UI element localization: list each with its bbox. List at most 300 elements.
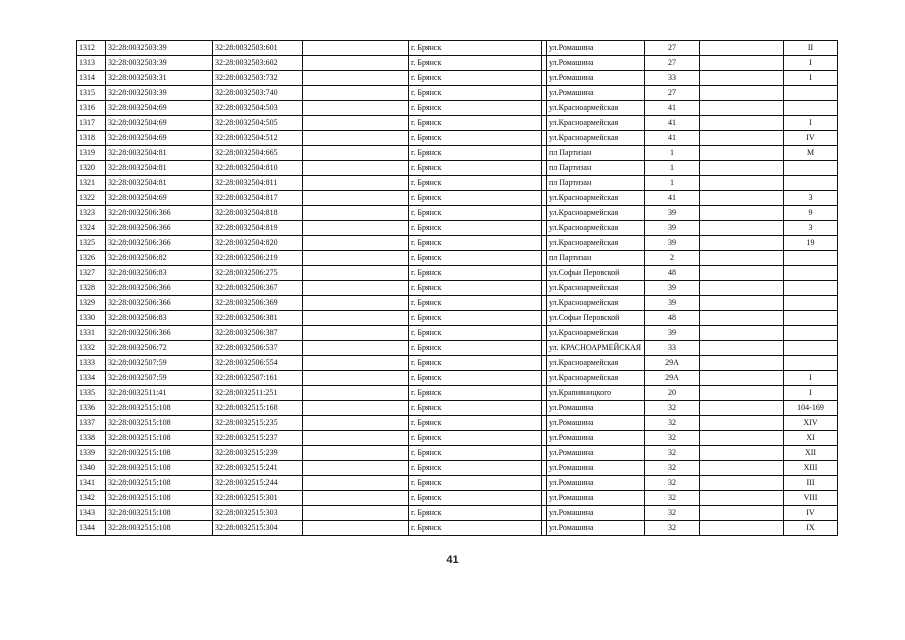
row-number-cell: 1330 [77,311,106,326]
table-row [77,221,838,236]
parent-cadastral-number-cell: 32:28:0032504:69 [106,116,213,131]
city-cell: г. Брянск [409,491,542,506]
row-number-cell: 1315 [77,86,106,101]
row-number-cell: 1316 [77,101,106,116]
street-cell: ул.Ромашина [547,491,645,506]
city-cell: г. Брянск [409,521,542,536]
parent-cadastral-number-cell: 32:28:0032506:366 [106,236,213,251]
parent-cadastral-number-cell: 32:28:0032506:83 [106,311,213,326]
empty-cell [700,266,784,281]
parent-cadastral-number-cell: 32:28:0032504:69 [106,191,213,206]
premise-number-cell: I [784,116,838,131]
premise-number-cell [784,161,838,176]
premise-number-cell [784,101,838,116]
cadastral-number-cell: 32:28:0032504:820 [213,236,303,251]
street-cell: ул.Ромашина [547,416,645,431]
cadastral-number-cell: 32:28:0032515:244 [213,476,303,491]
row-number-cell: 1313 [77,56,106,71]
empty-cell [700,341,784,356]
house-number-cell: 32 [645,521,700,536]
street-cell: ул.Ромашина [547,476,645,491]
empty-cell [303,476,409,491]
empty-cell [700,131,784,146]
empty-cell [303,146,409,161]
parent-cadastral-number-cell: 32:28:0032515:108 [106,521,213,536]
table-row [77,146,838,161]
parent-cadastral-number-cell: 32:28:0032515:108 [106,446,213,461]
house-number-cell: 39 [645,326,700,341]
row-number-cell: 1342 [77,491,106,506]
street-cell: ул.Ромашина [547,401,645,416]
table-row [77,176,838,191]
cadastral-number-cell: 32:28:0032511:251 [213,386,303,401]
empty-cell [303,236,409,251]
empty-cell [700,236,784,251]
table-row [77,371,838,386]
cadastral-number-cell: 32:28:0032503:740 [213,86,303,101]
table-body [77,41,838,536]
cadastral-number-cell: 32:28:0032504:512 [213,131,303,146]
row-number-cell: 1321 [77,176,106,191]
street-cell: ул.Ромашина [547,86,645,101]
street-cell: ул.Красноармейская [547,206,645,221]
house-number-cell: 27 [645,41,700,56]
empty-cell [700,326,784,341]
cadastral-number-cell: 32:28:0032507:161 [213,371,303,386]
street-cell: ул.Ромашина [547,431,645,446]
table-row [77,311,838,326]
house-number-cell: 41 [645,131,700,146]
cadastral-number-cell: 32:28:0032515:304 [213,521,303,536]
table-row [77,491,838,506]
city-cell: г. Брянск [409,176,542,191]
street-cell: ул.Софьи Перовской [547,266,645,281]
parent-cadastral-number-cell: 32:28:0032506:366 [106,221,213,236]
empty-cell [700,416,784,431]
city-cell: г. Брянск [409,161,542,176]
cadastral-number-cell: 32:28:0032515:239 [213,446,303,461]
empty-cell [700,371,784,386]
empty-cell [700,506,784,521]
empty-cell [303,161,409,176]
row-number-cell: 1336 [77,401,106,416]
street-cell: ул.Ромашина [547,521,645,536]
house-number-cell: 29А [645,356,700,371]
table-row [77,356,838,371]
table-row [77,116,838,131]
empty-cell [303,221,409,236]
empty-cell [700,356,784,371]
house-number-cell: 32 [645,476,700,491]
house-number-cell: 20 [645,386,700,401]
row-number-cell: 1327 [77,266,106,281]
empty-cell [303,191,409,206]
house-number-cell: 39 [645,206,700,221]
empty-cell [303,71,409,86]
empty-cell [700,221,784,236]
empty-cell [303,461,409,476]
empty-cell [303,266,409,281]
parent-cadastral-number-cell: 32:28:0032511:41 [106,386,213,401]
cadastral-register-table [76,40,838,536]
house-number-cell: 32 [645,491,700,506]
cadastral-number-cell: 32:28:0032506:367 [213,281,303,296]
street-cell: ул. КРАСНОАРМЕЙСКАЯ [547,341,645,356]
house-number-cell: 39 [645,221,700,236]
street-cell: ул.Красноармейская [547,371,645,386]
house-number-cell: 39 [645,296,700,311]
premise-number-cell [784,326,838,341]
parent-cadastral-number-cell: 32:28:0032504:69 [106,101,213,116]
row-number-cell: 1325 [77,236,106,251]
cadastral-number-cell: 32:28:0032515:241 [213,461,303,476]
table-row [77,446,838,461]
house-number-cell: 39 [645,281,700,296]
city-cell: г. Брянск [409,296,542,311]
row-number-cell: 1341 [77,476,106,491]
city-cell: г. Брянск [409,131,542,146]
table-row [77,161,838,176]
cadastral-number-cell: 32:28:0032504:810 [213,161,303,176]
empty-cell [700,251,784,266]
city-cell: г. Брянск [409,311,542,326]
row-number-cell: 1326 [77,251,106,266]
empty-cell [303,386,409,401]
empty-cell [303,101,409,116]
row-number-cell: 1320 [77,161,106,176]
house-number-cell: 41 [645,116,700,131]
empty-cell [700,431,784,446]
street-cell: ул.Ромашина [547,446,645,461]
empty-cell [700,146,784,161]
street-cell: ул.Красноармейская [547,326,645,341]
street-cell: ул.Ромашина [547,71,645,86]
street-cell: ул.Крапивницкого [547,386,645,401]
table-row [77,461,838,476]
city-cell: г. Брянск [409,206,542,221]
row-number-cell: 1318 [77,131,106,146]
street-cell: ул.Ромашина [547,506,645,521]
premise-number-cell: 9 [784,206,838,221]
page-number: 41 [446,554,459,566]
empty-cell [303,116,409,131]
city-cell: г. Брянск [409,356,542,371]
cadastral-number-cell: 32:28:0032503:732 [213,71,303,86]
table-row [77,71,838,86]
house-number-cell: 27 [645,86,700,101]
street-cell: ул.Ромашина [547,41,645,56]
premise-number-cell: II [784,41,838,56]
city-cell: г. Брянск [409,56,542,71]
row-number-cell: 1314 [77,71,106,86]
city-cell: г. Брянск [409,461,542,476]
premise-number-cell: 3 [784,191,838,206]
parent-cadastral-number-cell: 32:28:0032506:82 [106,251,213,266]
premise-number-cell [784,296,838,311]
empty-cell [303,521,409,536]
city-cell: г. Брянск [409,191,542,206]
parent-cadastral-number-cell: 32:28:0032503:39 [106,56,213,71]
parent-cadastral-number-cell: 32:28:0032506:366 [106,296,213,311]
cadastral-number-cell: 32:28:0032503:602 [213,56,303,71]
table-row [77,56,838,71]
street-cell: пл Партизан [547,251,645,266]
row-number-cell: 1344 [77,521,106,536]
empty-cell [303,311,409,326]
empty-cell [700,41,784,56]
row-number-cell: 1328 [77,281,106,296]
parent-cadastral-number-cell: 32:28:0032503:39 [106,86,213,101]
row-number-cell: 1317 [77,116,106,131]
table-row [77,206,838,221]
empty-cell [700,311,784,326]
cadastral-number-cell: 32:28:0032506:554 [213,356,303,371]
empty-cell [303,341,409,356]
premise-number-cell: 3 [784,221,838,236]
empty-cell [303,86,409,101]
city-cell: г. Брянск [409,281,542,296]
cadastral-number-cell: 32:28:0032515:303 [213,506,303,521]
city-cell: г. Брянск [409,41,542,56]
table-row [77,341,838,356]
table-row [77,476,838,491]
empty-cell [700,401,784,416]
city-cell: г. Брянск [409,326,542,341]
table-row [77,191,838,206]
empty-cell [700,161,784,176]
premise-number-cell [784,86,838,101]
house-number-cell: 32 [645,446,700,461]
parent-cadastral-number-cell: 32:28:0032515:108 [106,491,213,506]
street-cell: ул.Ромашина [547,461,645,476]
empty-cell [700,521,784,536]
premise-number-cell: VIII [784,491,838,506]
street-cell: пл Партизан [547,146,645,161]
cadastral-number-cell: 32:28:0032504:665 [213,146,303,161]
empty-cell [303,356,409,371]
empty-cell [700,491,784,506]
parent-cadastral-number-cell: 32:28:0032503:39 [106,41,213,56]
cadastral-number-cell: 32:28:0032515:235 [213,416,303,431]
city-cell: г. Брянск [409,476,542,491]
premise-number-cell: 104-169 [784,401,838,416]
parent-cadastral-number-cell: 32:28:0032507:59 [106,356,213,371]
premise-number-cell: 19 [784,236,838,251]
table-row [77,386,838,401]
house-number-cell: 1 [645,176,700,191]
row-number-cell: 1324 [77,221,106,236]
table-row [77,401,838,416]
premise-number-cell: IV [784,506,838,521]
house-number-cell: 32 [645,506,700,521]
cadastral-number-cell: 32:28:0032506:369 [213,296,303,311]
empty-cell [303,416,409,431]
premise-number-cell [784,266,838,281]
empty-cell [303,431,409,446]
empty-cell [700,476,784,491]
table-row [77,251,838,266]
table-row [77,506,838,521]
row-number-cell: 1331 [77,326,106,341]
street-cell: ул.Ромашина [547,56,645,71]
row-number-cell: 1319 [77,146,106,161]
table-row [77,416,838,431]
house-number-cell: 2 [645,251,700,266]
cadastral-number-cell: 32:28:0032506:537 [213,341,303,356]
parent-cadastral-number-cell: 32:28:0032515:108 [106,506,213,521]
house-number-cell: 41 [645,191,700,206]
empty-cell [700,446,784,461]
empty-cell [303,251,409,266]
row-number-cell: 1343 [77,506,106,521]
empty-cell [303,491,409,506]
parent-cadastral-number-cell: 32:28:0032504:69 [106,131,213,146]
city-cell: г. Брянск [409,341,542,356]
city-cell: г. Брянск [409,116,542,131]
house-number-cell: 29А [645,371,700,386]
street-cell: ул.Красноармейская [547,101,645,116]
cadastral-number-cell: 32:28:0032504:811 [213,176,303,191]
street-cell: ул.Красноармейская [547,221,645,236]
city-cell: г. Брянск [409,431,542,446]
street-cell: пл Партизан [547,176,645,191]
table-row [77,326,838,341]
empty-cell [303,281,409,296]
parent-cadastral-number-cell: 32:28:0032515:108 [106,431,213,446]
house-number-cell: 32 [645,431,700,446]
premise-number-cell: M [784,146,838,161]
street-cell: ул.Красноармейская [547,131,645,146]
premise-number-cell: I [784,371,838,386]
house-number-cell: 33 [645,341,700,356]
empty-cell [303,446,409,461]
house-number-cell: 33 [645,71,700,86]
table-row [77,131,838,146]
cadastral-number-cell: 32:28:0032515:301 [213,491,303,506]
city-cell: г. Брянск [409,71,542,86]
parent-cadastral-number-cell: 32:28:0032506:83 [106,266,213,281]
city-cell: г. Брянск [409,371,542,386]
city-cell: г. Брянск [409,146,542,161]
house-number-cell: 48 [645,266,700,281]
cadastral-number-cell: 32:28:0032504:505 [213,116,303,131]
empty-cell [303,176,409,191]
empty-cell [700,206,784,221]
city-cell: г. Брянск [409,86,542,101]
cadastral-number-cell: 32:28:0032506:381 [213,311,303,326]
cadastral-number-cell: 32:28:0032504:819 [213,221,303,236]
street-cell: ул.Красноармейская [547,356,645,371]
table-row [77,236,838,251]
house-number-cell: 1 [645,146,700,161]
premise-number-cell [784,176,838,191]
cadastral-number-cell: 32:28:0032515:168 [213,401,303,416]
row-number-cell: 1339 [77,446,106,461]
empty-cell [700,176,784,191]
premise-number-cell: I [784,56,838,71]
premise-number-cell [784,281,838,296]
city-cell: г. Брянск [409,416,542,431]
row-number-cell: 1329 [77,296,106,311]
empty-cell [303,206,409,221]
house-number-cell: 32 [645,416,700,431]
cadastral-number-cell: 32:28:0032503:601 [213,41,303,56]
empty-cell [303,326,409,341]
empty-cell [700,56,784,71]
cadastral-number-cell: 32:28:0032506:387 [213,326,303,341]
empty-cell [303,506,409,521]
house-number-cell: 1 [645,161,700,176]
parent-cadastral-number-cell: 32:28:0032507:59 [106,371,213,386]
parent-cadastral-number-cell: 32:28:0032515:108 [106,461,213,476]
empty-cell [700,386,784,401]
parent-cadastral-number-cell: 32:28:0032515:108 [106,416,213,431]
street-cell: пл Партизан [547,161,645,176]
parent-cadastral-number-cell: 32:28:0032515:108 [106,401,213,416]
premise-number-cell: XII [784,446,838,461]
table-row [77,431,838,446]
street-cell: ул.Красноармейская [547,236,645,251]
row-number-cell: 1338 [77,431,106,446]
parent-cadastral-number-cell: 32:28:0032506:366 [106,206,213,221]
city-cell: г. Брянск [409,401,542,416]
street-cell: ул.Красноармейская [547,191,645,206]
empty-cell [303,41,409,56]
cadastral-number-cell: 32:28:0032504:817 [213,191,303,206]
city-cell: г. Брянск [409,221,542,236]
cadastral-number-cell: 32:28:0032506:219 [213,251,303,266]
empty-cell [700,101,784,116]
house-number-cell: 32 [645,401,700,416]
row-number-cell: 1312 [77,41,106,56]
house-number-cell: 32 [645,461,700,476]
empty-cell [303,56,409,71]
row-number-cell: 1340 [77,461,106,476]
table-row [77,86,838,101]
empty-cell [700,281,784,296]
table-row [77,296,838,311]
cadastral-number-cell: 32:28:0032504:503 [213,101,303,116]
empty-cell [700,116,784,131]
premise-number-cell: III [784,476,838,491]
parent-cadastral-number-cell: 32:28:0032503:31 [106,71,213,86]
empty-cell [303,401,409,416]
parent-cadastral-number-cell: 32:28:0032504:81 [106,146,213,161]
city-cell: г. Брянск [409,266,542,281]
row-number-cell: 1333 [77,356,106,371]
row-number-cell: 1323 [77,206,106,221]
house-number-cell: 41 [645,101,700,116]
premise-number-cell: IX [784,521,838,536]
premise-number-cell: XIII [784,461,838,476]
empty-cell [700,71,784,86]
premise-number-cell [784,251,838,266]
parent-cadastral-number-cell: 32:28:0032506:366 [106,326,213,341]
city-cell: г. Брянск [409,236,542,251]
table-row [77,266,838,281]
cadastral-number-cell: 32:28:0032515:237 [213,431,303,446]
empty-cell [303,371,409,386]
street-cell: ул.Красноармейская [547,116,645,131]
empty-cell [700,296,784,311]
house-number-cell: 39 [645,236,700,251]
row-number-cell: 1335 [77,386,106,401]
house-number-cell: 27 [645,56,700,71]
table-row [77,521,838,536]
empty-cell [700,86,784,101]
premise-number-cell: XI [784,431,838,446]
premise-number-cell: IV [784,131,838,146]
